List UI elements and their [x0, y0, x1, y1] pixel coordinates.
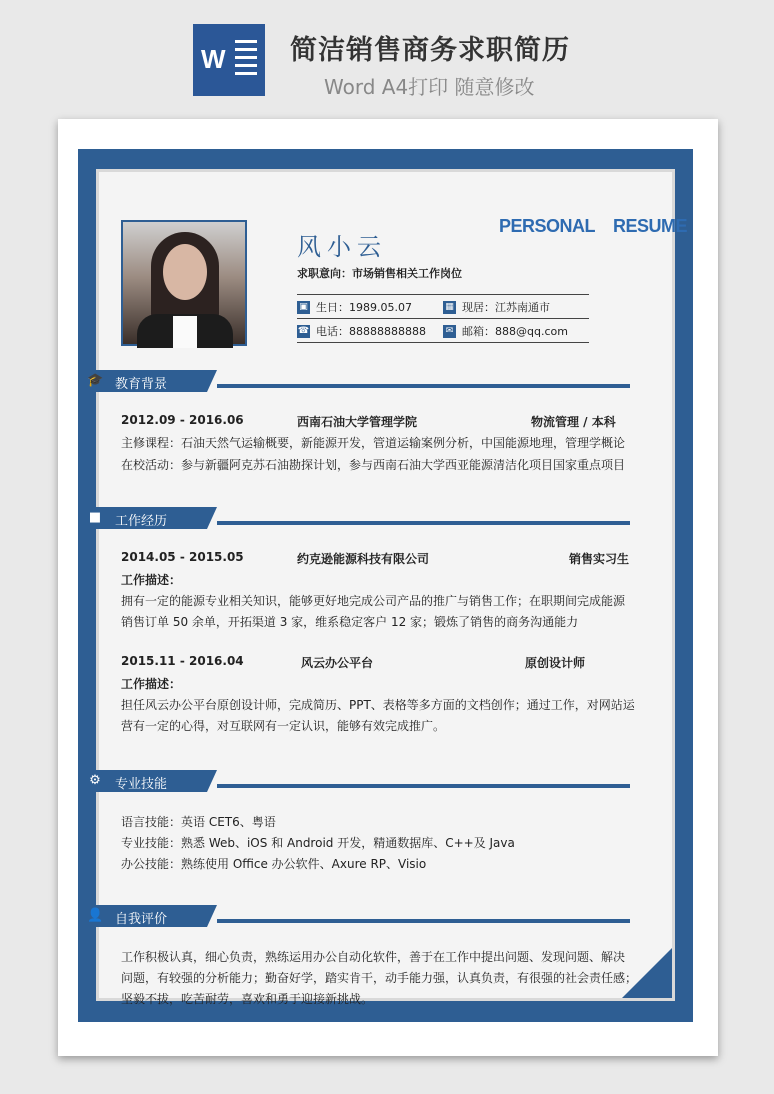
work-company: 约克逊能源科技有限公司: [297, 552, 430, 566]
page-title: 简洁销售商务求职简历: [290, 35, 570, 66]
section-education: [81, 370, 641, 392]
section-title-work: 工作经历: [115, 514, 168, 529]
word-icon-letter: W: [201, 44, 226, 74]
work-role: 原创设计师: [525, 656, 586, 670]
info-row-1: [297, 294, 589, 318]
skill-item: 办公技能：熟练使用 Office 办公软件、Axure RP、Visio: [121, 857, 427, 871]
work-desc-line: 营有一定的心得，对互联网有一定认识，能够有效完成推广。: [121, 719, 446, 733]
self-eval-line: 工作积极认真，细心负责，熟练运用办公自动化软件，善于在工作中提出问题、发现问题、解决: [121, 950, 626, 964]
word-icon: [193, 24, 265, 96]
work-desc-line: 销售订单 50 余单，开拓渠道 3 家，维系稳定客户 12 家；锻炼了销售的商务沟通能力: [121, 615, 579, 629]
section-title-self: 自我评价: [115, 912, 168, 927]
section-self-eval: [81, 905, 641, 927]
corner-decoration: [622, 948, 672, 998]
person-icon: 👤: [87, 908, 104, 923]
job-intent-value: 市场销售相关工作岗位: [352, 267, 462, 280]
education-period: 2012.09 - 2016.06: [121, 413, 244, 427]
section-skills: [81, 770, 641, 792]
birthday: 生日：1989.05.07: [316, 301, 412, 314]
section-title-education: 教育背景: [115, 377, 168, 392]
graduation-cap-icon: 🎓: [87, 373, 104, 388]
education-courses: 主修课程：石油天然气运输概要，新能源开发，管道运输案例分析，中国能源地理，管理学概论: [121, 436, 626, 450]
skill-item: 专业技能：熟悉 Web、iOS 和 Android 开发，精通数据库、C++及 Java: [121, 836, 515, 850]
education-activities: 在校活动：参与新疆阿克苏石油勘探计划，参与西南石油大学西亚能源清洁化项目国家重点项目: [121, 458, 626, 472]
work-company: 风云办公平台: [301, 656, 374, 670]
section-title-skills: 专业技能: [115, 777, 168, 792]
self-eval-line: 问题，有较强的分析能力；勤奋好学，踏实肯干，动手能力强，认真负责，有很强的社会责任感；: [121, 971, 638, 985]
email: 邮箱：888@qq.com: [462, 325, 568, 338]
work-role: 销售实习生: [569, 552, 630, 566]
gear-icon: ⚙: [89, 773, 101, 788]
page-subtitle: Word A4打印 随意修改: [324, 75, 535, 99]
work-desc-label: 工作描述：: [121, 677, 182, 691]
resume-frame: [78, 149, 693, 1022]
mail-icon: ✉: [443, 325, 456, 338]
work-period: 2015.11 - 2016.04: [121, 654, 244, 668]
education-school: 西南石油大学管理学院: [297, 415, 418, 429]
work-period: 2014.05 - 2015.05: [121, 550, 244, 564]
resume-body: [87, 169, 688, 1006]
candidate-name: 风小云: [297, 233, 387, 261]
profile-photo: [121, 220, 247, 346]
job-intent-label: 求职意向：: [297, 267, 352, 280]
residence: 现居：江苏南通市: [462, 301, 550, 314]
skill-item: 语言技能：英语 CET6、粤语: [121, 815, 276, 829]
section-work: [81, 507, 641, 529]
phone-icon: ☎: [297, 325, 310, 336]
phone-item: [297, 323, 426, 339]
job-intent: [297, 265, 462, 281]
self-eval-line: 坚毅不拔，吃苦耐劳，喜欢和勇于迎接新挑战。: [121, 992, 374, 1006]
phone: 电话：88888888888: [316, 325, 426, 338]
building-icon: ▦: [443, 301, 456, 314]
personal-resume-heading: [499, 216, 705, 237]
personal-label: PERSONAL: [499, 216, 596, 236]
id-card-icon: ▣: [297, 301, 310, 314]
birthday-item: [297, 299, 412, 315]
resume-paper: [58, 119, 718, 1056]
page-header: [0, 0, 774, 118]
work-desc-line: 拥有一定的能源专业相关知识，能够更好地完成公司产品的推广与销售工作；在职期间完成能源: [121, 594, 626, 608]
residence-item: [443, 299, 550, 315]
email-item: [443, 323, 568, 339]
work-desc-line: 担任风云办公平台原创设计师，完成简历、PPT、表格等多方面的文档创作；通过工作，对网站运: [121, 698, 635, 712]
resume-label: RESUME: [613, 216, 688, 236]
education-major: 物流管理 / 本科: [531, 415, 616, 429]
work-desc-label: 工作描述：: [121, 573, 182, 587]
info-row-2: [297, 318, 589, 343]
briefcase-icon: ■: [88, 510, 102, 525]
